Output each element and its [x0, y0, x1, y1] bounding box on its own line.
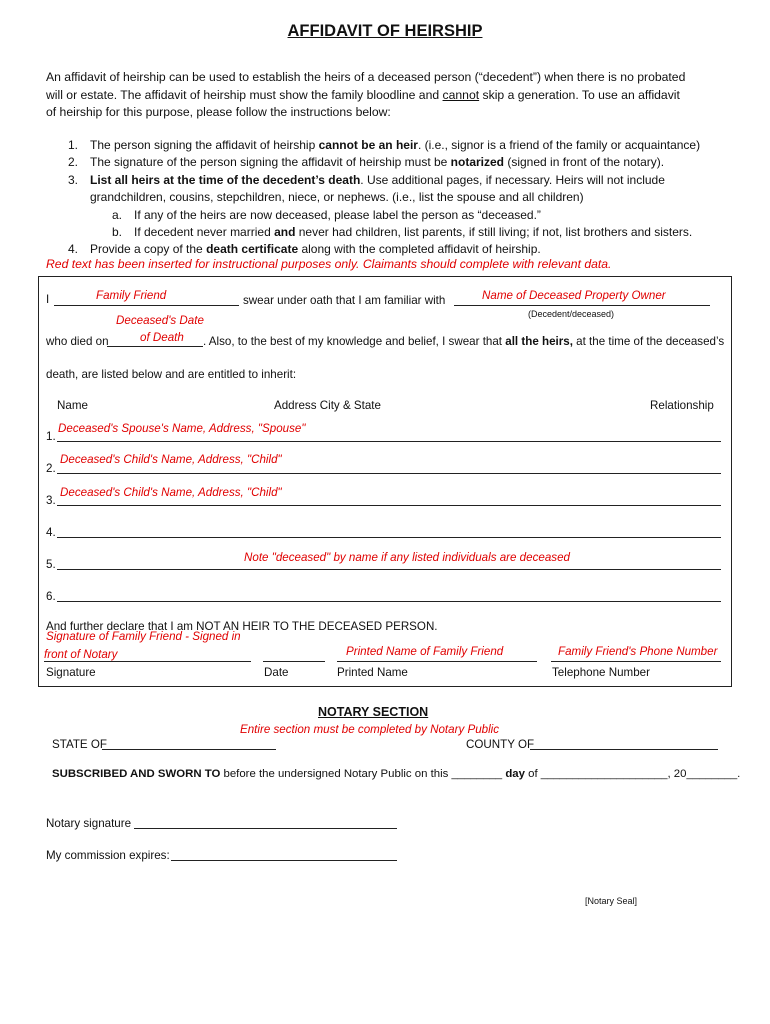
- county-of-label: COUNTY OF: [466, 738, 535, 751]
- phone-hint: Family Friend's Phone Number: [558, 645, 718, 658]
- instruction-item-2: 2. The signature of the person signing the affidavit of heirship must be notarized (signed in front of the notary).: [68, 155, 665, 170]
- heir-field-6[interactable]: [57, 601, 721, 602]
- intro-line-3: of heirship for this purpose, please follow the instructions below:: [46, 105, 391, 119]
- claimant-name-hint: Family Friend: [96, 289, 167, 302]
- cannot-underlined: cannot: [442, 87, 480, 102]
- state-field[interactable]: [102, 749, 276, 750]
- commission-expires-field[interactable]: [171, 860, 397, 861]
- death-date-hint-1: Deceased's Date: [116, 314, 204, 327]
- heir-num-4: 4.: [46, 526, 56, 539]
- i-label: I: [46, 293, 50, 306]
- instruction-item-1: 1. The person signing the affidavit of heirship cannot be an heir. (i.e., signor is a friend of the family or acquaintance): [68, 138, 701, 152]
- claimant-section-bottom: [38, 686, 731, 687]
- red-instruction-notice: Red text has been inserted for instructional purposes only. Claimants should complete with relevant data.: [46, 257, 612, 271]
- signature-field[interactable]: [44, 661, 251, 662]
- heir-field-1[interactable]: [57, 441, 721, 442]
- declare-text: And further declare that I am NOT AN HEIR TO THE DECEASED PERSON.: [46, 620, 438, 633]
- signature-label: Signature: [46, 666, 96, 679]
- phone-field[interactable]: [551, 661, 721, 662]
- intro-line-2: will or estate. The affidavit of heirship must show the family bloodline and cannot skip a generation. To use an affidavit: [46, 87, 680, 102]
- heir-hint-3: Deceased's Child's Name, Address, "Child": [60, 486, 282, 499]
- swear-text: swear under oath that I am familiar with: [243, 294, 446, 307]
- signature-hint-2: front of Notary: [44, 648, 118, 661]
- heir-field-3[interactable]: [57, 505, 721, 506]
- printed-name-label: Printed Name: [337, 666, 408, 679]
- state-of-label: STATE OF: [52, 738, 107, 751]
- county-field[interactable]: [530, 749, 718, 750]
- date-field[interactable]: [263, 661, 325, 662]
- commission-expires-label: My commission expires:: [46, 849, 170, 862]
- death-date-hint-2: of Death: [140, 331, 184, 344]
- decedent-name-hint: Name of Deceased Property Owner: [482, 289, 666, 302]
- heir-hint-2: Deceased's Child's Name, Address, "Child": [60, 453, 282, 466]
- sworn-statement: SUBSCRIBED AND SWORN TO before the undersigned Notary Public on this ________ day of ____________________, 20________.: [52, 768, 741, 780]
- heir-num-3: 3.: [46, 494, 56, 507]
- heir-field-2[interactable]: [57, 473, 721, 474]
- instruction-item-3: 3. List all heirs at the time of the decedent’s death. Use additional pages, if necessary. Heirs will not include: [68, 172, 665, 187]
- signature-hint-1: Signature of Family Friend - Signed in: [46, 630, 241, 643]
- notary-heading: NOTARY SECTION: [318, 705, 429, 719]
- death-date-field[interactable]: [107, 346, 203, 347]
- death-line-text: death, are listed below and are entitled to inherit:: [46, 368, 297, 381]
- decedent-name-field[interactable]: [454, 305, 710, 306]
- header-address: Address City & State: [274, 399, 381, 412]
- intro-line-1: An affidavit of heirship can be used to establish the heirs of a deceased person (“decedent”) when there is no probated: [46, 70, 686, 84]
- printed-name-field[interactable]: [337, 661, 537, 662]
- printed-name-hint: Printed Name of Family Friend: [346, 645, 504, 658]
- instruction-item-3a: a. If any of the heirs are now deceased, please label the person as “deceased.”: [112, 207, 541, 222]
- header-name: Name: [57, 399, 88, 412]
- instruction-item-4: 4. Provide a copy of the death certificate along with the completed affidavit of heirship.: [68, 242, 541, 257]
- heir-num-1: 1.: [46, 430, 56, 443]
- claimant-name-field[interactable]: [54, 305, 239, 306]
- heir-num-5: 5.: [46, 558, 56, 571]
- notary-signature-field[interactable]: [134, 828, 397, 829]
- intro-paragraph: [46, 69, 736, 122]
- notary-seal-label: [Notary Seal]: [585, 896, 638, 906]
- telephone-label: Telephone Number: [552, 666, 650, 679]
- notary-hint: Entire section must be completed by Notary Public: [240, 723, 500, 736]
- document-title: AFFIDAVIT OF HEIRSHIP: [287, 22, 483, 40]
- heir-field-5[interactable]: [57, 569, 721, 570]
- heir-hint-1: Deceased's Spouse's Name, Address, "Spouse": [58, 422, 306, 435]
- instruction-item-3b: b. If decedent never married and never had children, list parents, if still living; if not, list brothers and sisters.: [112, 225, 693, 240]
- date-label: Date: [264, 666, 289, 679]
- heir-num-6: 6.: [46, 590, 56, 603]
- heir-hint-5: Note "deceased" by name if any listed individuals are deceased: [244, 551, 570, 564]
- header-relationship: Relationship: [650, 399, 714, 412]
- decedent-caption: (Decedent/deceased): [528, 309, 615, 319]
- instructions-list: [46, 137, 746, 259]
- who-died-on-label: who died on: [46, 335, 109, 348]
- notary-signature-label: Notary signature: [46, 817, 132, 830]
- also-text: . Also, to the best of my knowledge and belief, I swear that all the heirs, at the time of the deceased’s: [203, 335, 725, 348]
- heir-num-2: 2.: [46, 462, 56, 475]
- heir-field-4[interactable]: [57, 537, 721, 538]
- instruction-item-3-cont: grandchildren, cousins, stepchildren, niece, or nephews. (i.e., list the spouse and all children): [90, 190, 584, 205]
